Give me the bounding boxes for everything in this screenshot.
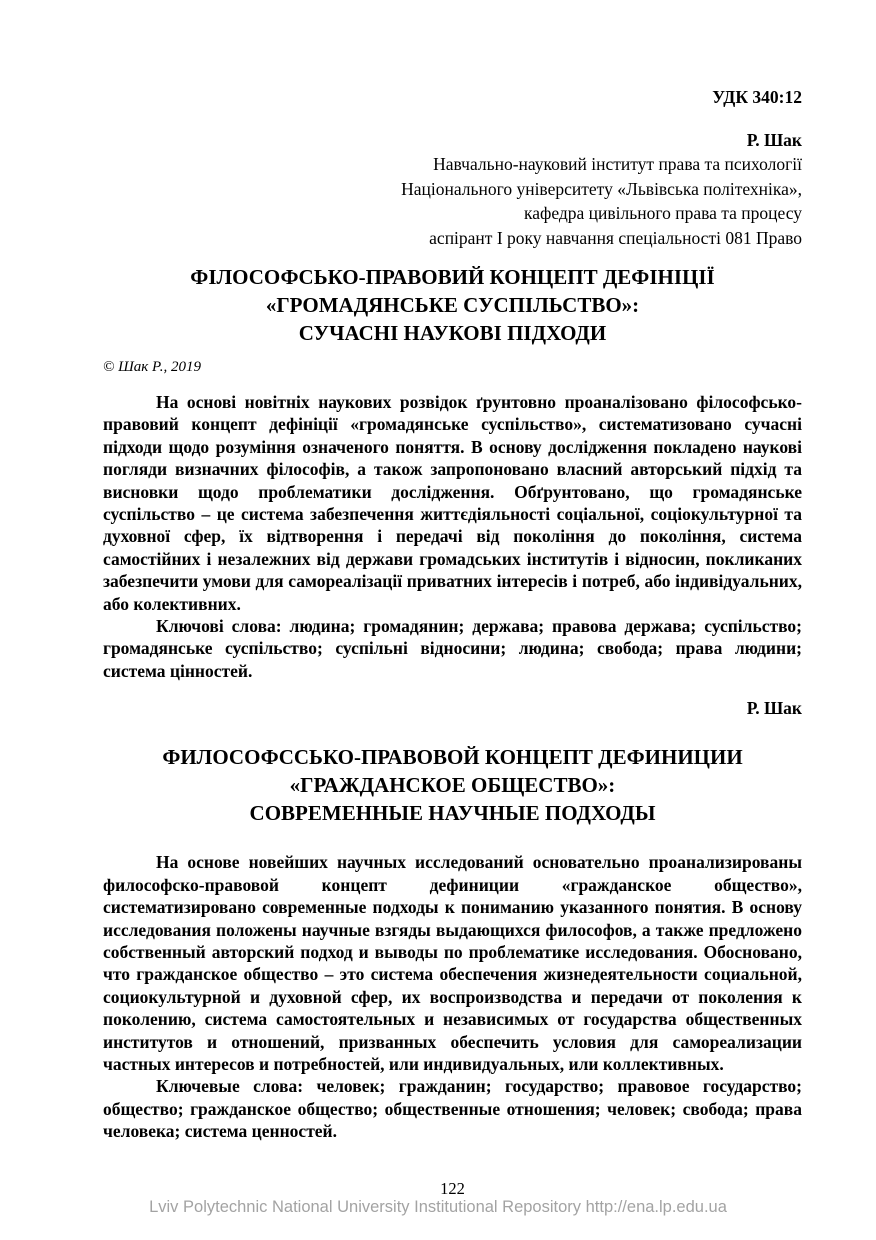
article-title-uk xyxy=(103,263,802,347)
article-title-uk-line-3: СУЧАСНІ НАУКОВІ ПІДХОДИ xyxy=(298,321,607,345)
keywords-uk: Ключові слова: людина; громадянин; держава; правова держава; суспільство; громадянське суспільство; суспільні відносини; людина; свобода; права людини; система цінностей. xyxy=(103,616,802,681)
abstract-uk: На основі новітніх наукових розвідок ґрунтовно проаналізовано філософсько-правовий концепт дефініції «громадянське суспільство», систематизовано сучасні підходи щодо розуміння означеного поняття. В основу дослідження покладено наукові погляди визначних філософів, а також запропоновано власний авторський підхід та висновки щодо проблематики дослідження. Обґрунтовано, що громадянське суспільство – це система забезпечення життєдіяльності соціальної, соціокультурної та духовної сфер, їх відтворення і передачі від покоління до покоління, система самостійних і незалежних від держави громадських інститутів і відносин, покликаних забезпечити умови для самореалізації приватних інтересів і потреб, або індивідуальних, або колективних. xyxy=(103,392,802,614)
abstract-ru: На основе новейших научных исследований основательно проанализированы философско-правовой концепт дефиниции «гражданское общество», систематизировано современные подходы к пониманию указанного понятия. В основу исследования положены научные взгяды выдающихся философов, а также предложено собственный авторский подход и выводы по проблематике исследования. Обосновано, что гражданское общество – это система обеспечения жизнедеятельности социальной, социокультурной и духовной сфер, их воспроизводства и передачи от поколения к поколению, система самостоятельных и независимых от государства общественных институтов и отношений, призванных обеспечить условия для самореализации частных интересов и потребностей, или индивидуальных, или коллективных. xyxy=(103,852,802,1074)
article-title-uk-line-2: «ГРОМАДЯНСЬКЕ СУСПІЛЬСТВО»: xyxy=(265,293,640,317)
affiliation-line-1: Навчально-науковий інститут права та психології xyxy=(433,154,802,174)
affiliation-line-4: аспірант І року навчання спеціальності 081 Право xyxy=(429,227,802,248)
article-title-ru-line-2: «ГРАЖДАНСКОЕ ОБЩЕСТВО»: xyxy=(289,773,616,798)
copyright-line: © Шак Р., 2019 xyxy=(103,359,201,375)
udc-code: УДК 340:12 xyxy=(712,87,802,107)
author-name-uk: Р. Шак xyxy=(746,130,802,150)
page-number: 122 xyxy=(440,1178,465,1198)
repository-footer: Lviv Polytechnic National University Institutional Repository http://ena.lp.edu.ua xyxy=(149,1198,727,1216)
article-title-ru-line-3: СОВРЕМЕННЫЕ НАУЧНЫЕ ПОДХОДЫ xyxy=(249,801,656,826)
affiliation-block xyxy=(103,152,802,250)
author-name-ru: Р. Шак xyxy=(746,698,802,719)
article-title-ru-line-1: ФИЛОСОФССЬКО-ПРАВОВОЙ КОНЦЕПТ ДЕФИНИЦИИ xyxy=(162,745,743,770)
affiliation-line-2: Національного університету «Львівська політехніка», xyxy=(401,178,802,199)
article-title-uk-line-1: ФІЛОСОФСЬКО-ПРАВОВИЙ КОНЦЕПТ ДЕФІНІЦІЇ xyxy=(190,265,715,289)
keywords-ru: Ключевые слова: человек; гражданин; государство; правовое государство; общество; гражданское общество; общественные отношения; человек; свобода; права человека; система ценностей. xyxy=(103,1076,802,1142)
article-title-ru xyxy=(103,743,802,827)
affiliation-line-3: кафедра цивільного права та процесу xyxy=(523,203,802,223)
